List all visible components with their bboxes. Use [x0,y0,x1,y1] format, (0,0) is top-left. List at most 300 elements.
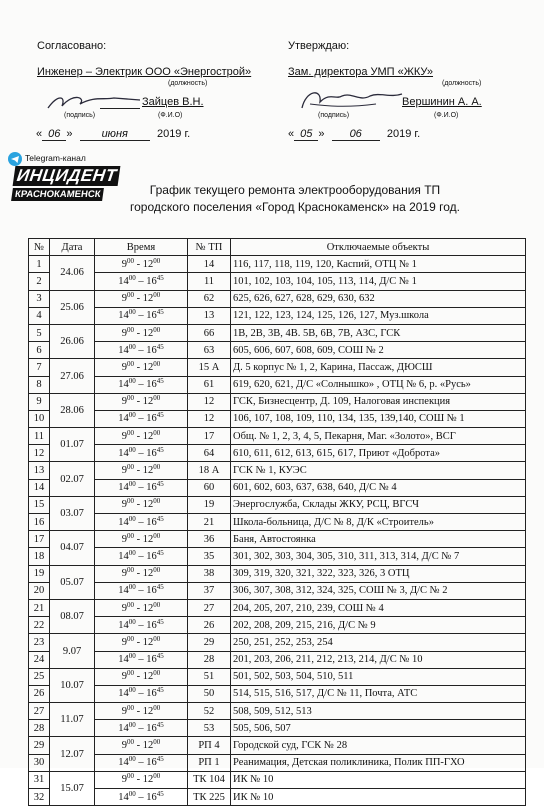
row-objects: 116, 117, 118, 119, 120, Каспий, ОТЦ № 1 [231,256,526,273]
approval-right-position: Зам. директора УМП «ЖКУ» [288,66,434,78]
time-part: 14 [118,516,129,528]
approval-left-heading: Согласовано: [37,40,107,52]
table-row [29,342,526,359]
row-tp: 27 [188,599,231,616]
table-row [29,410,526,427]
row-time [95,428,188,445]
time-part: 00 [153,428,161,437]
row-num: 26 [29,685,50,702]
row-objects: 250, 251, 252, 253, 254 [231,634,526,651]
row-objects: Баня, Автостоянка [231,531,526,548]
row-objects: 301, 302, 303, 304, 305, 310, 311, 313, 314, Д/С № 7 [231,548,526,565]
time-part: 00 [153,531,161,540]
row-num: 4 [29,307,50,324]
badge-logo-line2: КРАСНОКАМЕНСК [11,188,104,201]
table-row [29,771,526,788]
time-part: 45 [156,617,164,626]
time-part: – 16 [135,688,157,700]
row-time [95,324,188,341]
time-part: - 12 [134,430,154,442]
time-part: - 12 [134,740,154,752]
row-num: 3 [29,290,50,307]
time-part: – 16 [135,722,157,734]
row-tp: 60 [188,479,231,496]
time-part: 45 [156,789,164,798]
row-objects: Реанимация, Детская поликлиника, Полик ПП-ГХО [231,754,526,771]
row-time [95,359,188,376]
approval-right-position-caption: (должность) [442,80,482,87]
row-date: 26.06 [50,324,95,358]
row-tp: 26 [188,617,231,634]
table-row [29,256,526,273]
row-num: 25 [29,668,50,685]
row-time [95,393,188,410]
approval-left-position: Инженер – Электрик ООО «Энергострой» [37,66,252,78]
table-row [29,582,526,599]
time-part: 00 [153,359,161,368]
time-part: – 16 [135,757,157,769]
row-num: 8 [29,376,50,393]
approval-left-name-caption: (Ф.И.О) [158,112,183,119]
time-part: 00 [128,789,136,798]
row-time [95,634,188,651]
row-num: 13 [29,462,50,479]
time-part: 00 [128,548,136,557]
time-part: 00 [128,686,136,695]
time-part: 14 [118,688,129,700]
approval-right-heading: Утверждаю: [288,40,350,52]
row-num: 31 [29,771,50,788]
time-part: 00 [127,325,134,334]
time-part: 9 [121,568,127,580]
time-part: 9 [121,671,127,683]
row-num: 6 [29,342,50,359]
table-row [29,290,526,307]
table-row [29,462,526,479]
row-date: 15.07 [50,771,95,805]
row-time [95,462,188,479]
row-objects: 508, 509, 512, 513 [231,703,526,720]
time-part: 00 [127,428,134,437]
time-part: 00 [127,634,134,643]
time-part: 45 [156,548,164,557]
row-tp: 37 [188,582,231,599]
time-part: - 12 [134,602,154,614]
row-time [95,754,188,771]
time-part: 14 [118,654,129,666]
table-row [29,668,526,685]
approval-left-signature-caption: (подпись) [64,112,96,119]
document-title [95,182,495,216]
time-part: 45 [156,755,164,764]
approval-right-signature-caption: (подпись) [318,112,350,119]
time-part: 45 [156,720,164,729]
time-part: - 12 [134,327,154,339]
row-time [95,445,188,462]
time-part: - 12 [134,774,154,786]
time-part: 14 [118,791,129,803]
time-part: 9 [121,774,127,786]
row-tp: 61 [188,376,231,393]
time-part: 00 [128,755,136,764]
header-tp: № ТП [188,239,231,256]
row-date: 9.07 [50,634,95,668]
row-tp: 50 [188,685,231,702]
time-part: - 12 [134,396,154,408]
time-part: 00 [153,497,161,506]
time-part: – 16 [135,344,157,356]
time-part: 00 [128,411,136,420]
row-objects: 619, 620, 621, Д/С «Солнышко» , ОТЦ № 6, р. «Русь» [231,376,526,393]
row-time [95,376,188,393]
time-part: 14 [118,619,129,631]
time-part: 00 [128,377,136,386]
row-tp: 14 [188,256,231,273]
time-part: 00 [127,359,134,368]
row-tp: РП 4 [188,737,231,754]
approval-right-name: Вершинин А. А. [402,96,482,108]
time-part: 45 [156,308,164,317]
row-time [95,496,188,513]
row-num: 19 [29,565,50,582]
time-part: – 16 [135,482,157,494]
time-part: 9 [121,293,127,305]
time-part: 00 [127,256,134,265]
row-objects: 106, 107, 108, 109, 110, 134, 135, 139,140, СОШ № 1 [231,410,526,427]
row-objects: 101, 102, 103, 104, 105, 113, 114, Д/С № 1 [231,273,526,290]
table-row [29,514,526,531]
time-part: 00 [127,738,134,747]
table-row [29,754,526,771]
time-part: 00 [127,497,134,506]
table-row [29,479,526,496]
row-objects: Общ. № 1, 2, 3, 4, 5, Пекарня, Маг. «Золото», ВСГ [231,428,526,445]
time-part: – 16 [135,585,157,597]
row-date: 28.06 [50,393,95,427]
time-part: 00 [153,566,161,575]
table-header-row [29,239,526,256]
row-objects: 501, 502, 503, 504, 510, 511 [231,668,526,685]
telegram-icon [8,152,22,166]
row-objects: 306, 307, 308, 312, 324, 325, СОШ № 3, Д/С № 2 [231,582,526,599]
schedule-table [28,238,526,806]
time-part: 14 [118,722,129,734]
row-time [95,771,188,788]
time-part: – 16 [135,619,157,631]
row-time [95,599,188,616]
time-part: – 16 [135,310,157,322]
row-objects: ГСК № 1, КУЭС [231,462,526,479]
row-time [95,565,188,582]
row-num: 18 [29,548,50,565]
time-part: – 16 [135,791,157,803]
row-time [95,290,188,307]
time-part: 00 [127,703,134,712]
table-row [29,548,526,565]
time-part: - 12 [134,293,154,305]
row-tp: 13 [188,307,231,324]
time-part: 00 [128,480,136,489]
time-part: 45 [156,583,164,592]
row-num: 28 [29,720,50,737]
row-date: 12.07 [50,737,95,771]
row-tp: 64 [188,445,231,462]
time-part: - 12 [134,361,154,373]
row-time [95,720,188,737]
row-time [95,617,188,634]
time-part: 45 [156,273,164,282]
time-part: 00 [153,600,161,609]
right-signature [296,84,406,116]
table-row [29,445,526,462]
table-row [29,273,526,290]
time-part: 00 [128,617,136,626]
time-part: 00 [153,703,161,712]
header-objects: Отключаемые объекты [231,239,526,256]
row-tp: 19 [188,496,231,513]
row-num: 32 [29,789,50,806]
row-tp: 29 [188,634,231,651]
time-part: - 12 [134,465,154,477]
table-row [29,720,526,737]
time-part: 45 [156,411,164,420]
row-tp: ТК 225 [188,789,231,806]
row-date: 11.07 [50,703,95,737]
row-tp: ТК 104 [188,771,231,788]
time-part: 00 [153,463,161,472]
row-time [95,342,188,359]
time-part: 9 [121,361,127,373]
title-line-2: городского поселения «Город Краснокаменск» на 2019 год. [130,200,460,214]
table-row [29,496,526,513]
time-part: 14 [118,310,129,322]
header-time: Время [95,239,188,256]
time-part: - 12 [134,636,154,648]
row-time [95,256,188,273]
row-tp: 12 [188,393,231,410]
time-part: 14 [118,585,129,597]
row-objects: 202, 208, 209, 215, 216, Д/С № 9 [231,617,526,634]
row-tp: 38 [188,565,231,582]
row-time [95,703,188,720]
left-signature-line [100,96,140,109]
row-num: 7 [29,359,50,376]
row-date: 08.07 [50,599,95,633]
row-objects: 309, 319, 320, 321, 322, 323, 326, 3 ОТЦ [231,565,526,582]
time-part: - 12 [134,705,154,717]
schedule-body [29,256,526,806]
time-part: 00 [128,342,136,351]
time-part: - 12 [134,671,154,683]
time-part: – 16 [135,379,157,391]
row-objects: 625, 626, 627, 628, 629, 630, 632 [231,290,526,307]
badge-logo-line1: ИНЦИДЕНТ [13,166,121,186]
time-part: 45 [156,686,164,695]
table-row [29,376,526,393]
row-objects: 201, 203, 206, 211, 212, 213, 214, Д/С № 10 [231,651,526,668]
time-part: 9 [121,740,127,752]
time-part: – 16 [135,447,157,459]
row-time [95,273,188,290]
time-part: 00 [127,566,134,575]
time-part: 00 [127,463,134,472]
time-part: 00 [127,531,134,540]
time-part: – 16 [135,654,157,666]
time-part: 00 [153,738,161,747]
table-row [29,599,526,616]
row-tp: 28 [188,651,231,668]
time-part: 00 [128,583,136,592]
time-part: 00 [128,445,136,454]
time-part: 00 [153,256,161,265]
row-tp: 53 [188,720,231,737]
time-part: 00 [153,669,161,678]
row-tp: 63 [188,342,231,359]
row-tp: 36 [188,531,231,548]
time-part: - 12 [134,499,154,511]
time-part: – 16 [135,550,157,562]
time-part: 45 [156,480,164,489]
row-objects: 121, 122, 123, 124, 125, 126, 127, Муз.школа [231,307,526,324]
time-part: 14 [118,757,129,769]
time-part: - 12 [134,258,154,270]
header-date: Дата [50,239,95,256]
table-row [29,617,526,634]
table-row [29,685,526,702]
time-part: 00 [127,394,134,403]
time-part: 00 [153,325,161,334]
table-row [29,651,526,668]
row-date: 24.06 [50,256,95,290]
table-row [29,703,526,720]
time-part: 9 [121,396,127,408]
row-objects: Д. 5 корпус № 1, 2, Карина, Пассаж, ДЮСШ [231,359,526,376]
time-part: 45 [156,342,164,351]
row-objects: 1В, 2В, 3В, 4В. 5В, 6В, 7В, АЗС, ГСК [231,324,526,341]
time-part: - 12 [134,568,154,580]
row-num: 5 [29,324,50,341]
time-part: 00 [128,514,136,523]
row-time [95,685,188,702]
row-time [95,651,188,668]
row-num: 1 [29,256,50,273]
row-num: 27 [29,703,50,720]
row-time [95,307,188,324]
row-tp: 52 [188,703,231,720]
row-tp: 62 [188,290,231,307]
approval-right-name-caption: (Ф.И.О) [434,112,459,119]
approval-left-position-caption: (должность) [168,80,208,87]
row-num: 23 [29,634,50,651]
row-date: 05.07 [50,565,95,599]
row-num: 2 [29,273,50,290]
row-tp: 12 [188,410,231,427]
row-objects: 514, 515, 516, 517, Д/С № 11, Почта, АТС [231,685,526,702]
time-part: 9 [121,258,127,270]
row-objects: ИК № 10 [231,789,526,806]
table-row [29,393,526,410]
row-num: 9 [29,393,50,410]
row-date: 01.07 [50,428,95,462]
time-part: 45 [156,514,164,523]
table-row [29,359,526,376]
time-part: 00 [127,669,134,678]
row-num: 30 [29,754,50,771]
row-objects: 601, 602, 603, 637, 638, 640, Д/С № 4 [231,479,526,496]
time-part: 9 [121,602,127,614]
table-row [29,565,526,582]
time-part: 00 [127,772,134,781]
time-part: 9 [121,430,127,442]
row-time [95,514,188,531]
row-time [95,410,188,427]
time-part: 14 [118,482,129,494]
row-tp: 21 [188,514,231,531]
row-date: 27.06 [50,359,95,393]
row-time [95,668,188,685]
time-part: 00 [153,772,161,781]
row-objects: Энергослужба, Склады ЖКУ, РСЦ, ВГСЧ [231,496,526,513]
badge-channel-text: Telegram-канал [25,153,86,163]
row-tp: РП 1 [188,754,231,771]
row-tp: 18 А [188,462,231,479]
title-line-1: График текущего ремонта электрооборудования ТП [149,183,441,197]
row-date: 04.07 [50,531,95,565]
row-num: 29 [29,737,50,754]
time-part: 9 [121,499,127,511]
row-date: 03.07 [50,496,95,530]
time-part: 9 [121,465,127,477]
row-time [95,548,188,565]
time-part: 9 [121,327,127,339]
row-tp: 15 А [188,359,231,376]
time-part: 14 [118,344,129,356]
table-row [29,531,526,548]
row-objects: 610, 611, 612, 613, 615, 617, Приют «Доброта» [231,445,526,462]
row-objects: 204, 205, 207, 210, 239, СОШ № 4 [231,599,526,616]
time-part: 00 [153,291,161,300]
row-num: 24 [29,651,50,668]
row-time [95,479,188,496]
time-part: 9 [121,705,127,717]
table-row [29,428,526,445]
time-part: 14 [118,550,129,562]
time-part: 00 [127,600,134,609]
time-part: 45 [156,652,164,661]
row-time [95,582,188,599]
row-tp: 51 [188,668,231,685]
row-num: 10 [29,410,50,427]
time-part: 14 [118,275,129,287]
time-part: 14 [118,379,129,391]
row-time [95,737,188,754]
table-row [29,737,526,754]
row-time [95,531,188,548]
row-date: 02.07 [50,462,95,496]
time-part: 9 [121,636,127,648]
row-time [95,789,188,806]
time-part: 14 [118,413,129,425]
row-num: 15 [29,496,50,513]
time-part: - 12 [134,533,154,545]
table-row [29,789,526,806]
row-num: 22 [29,617,50,634]
row-tp: 66 [188,324,231,341]
row-objects: 605, 606, 607, 608, 609, СОШ № 2 [231,342,526,359]
approval-left-date: « 06 » июня 2019 г. [36,128,191,140]
table-row [29,324,526,341]
row-objects: Школа-больница, Д/С № 8, Д/К «Строитель» [231,514,526,531]
